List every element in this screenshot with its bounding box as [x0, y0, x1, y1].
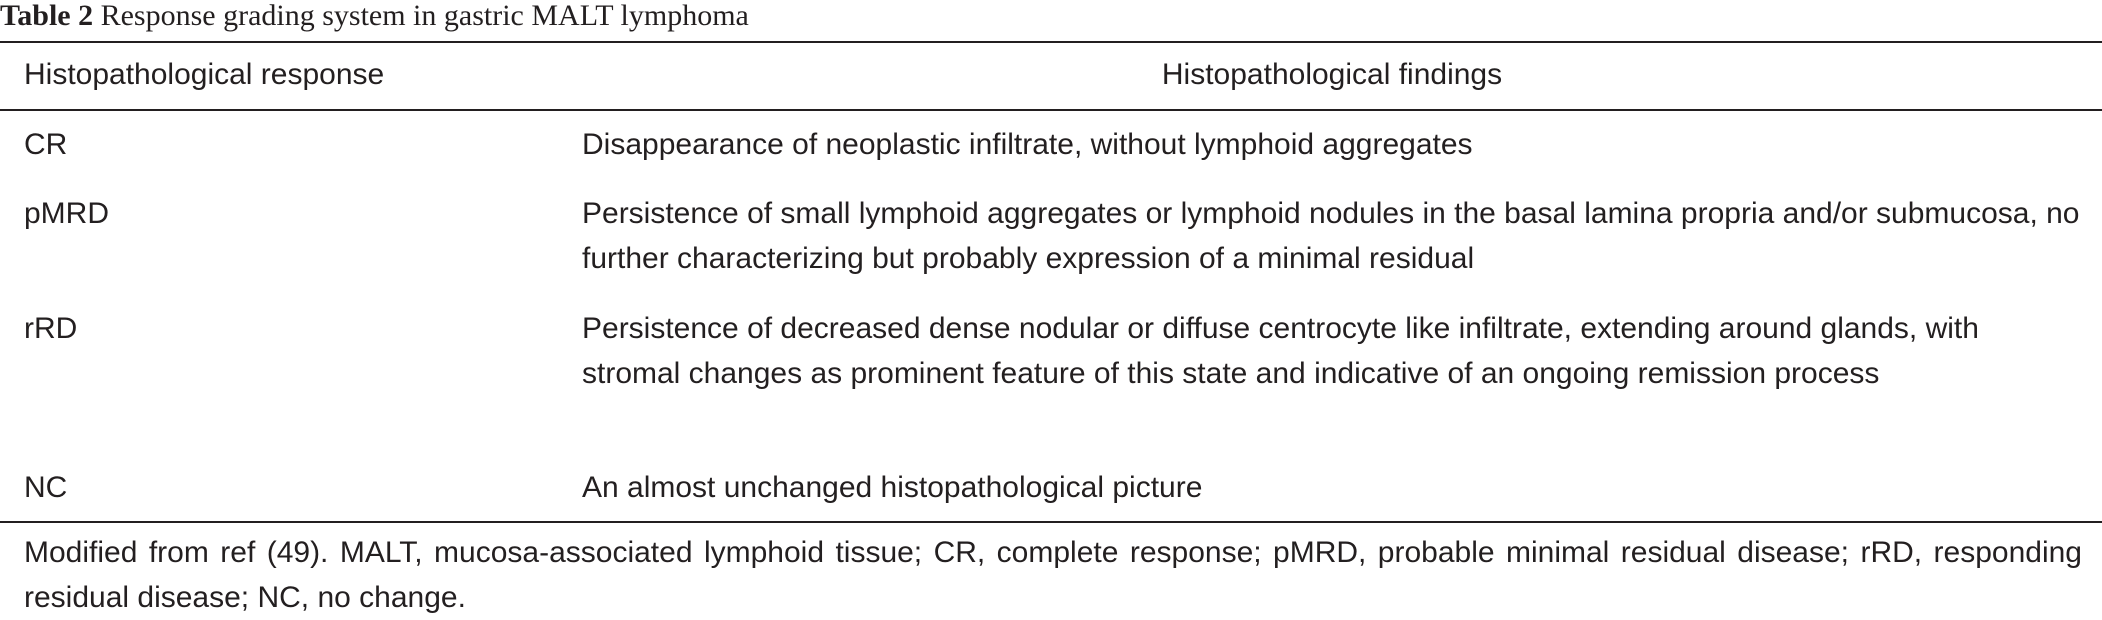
column-header-response: Histopathological response [24, 58, 385, 91]
row-response-nc: NC [24, 471, 68, 504]
row-response-cr: CR [24, 128, 68, 161]
table-footnote: Modified from ref (49). MALT, mucosa-associated lymphoid tissue; CR, complete response; pMRD, probable minimal residual disease; rRD, responding residual disease; NC, no change. [24, 536, 2082, 614]
column-header-findings: Histopathological findings [1161, 58, 1503, 91]
table-top-rule [0, 41, 2102, 43]
table-caption [0, 0, 749, 36]
row-findings-rrd: Persistence of decreased dense nodular or diffuse centrocyte like infiltrate, extending around glands, with stromal changes as prominent feature of this state and indicative of an ongoing remission process [582, 312, 1979, 390]
table-caption-title: Response grading system in gastric MALT lymphoma [100, 0, 749, 32]
table-caption-label: Table 2 [0, 0, 94, 32]
row-findings-cr: Disappearance of neoplastic infiltrate, without lymphoid aggregates [582, 128, 1473, 161]
row-findings-nc: An almost unchanged histopathological picture [582, 471, 1203, 504]
row-response-pmrd: pMRD [24, 197, 110, 230]
table-header-rule [0, 109, 2102, 111]
table-bottom-rule [0, 521, 2102, 523]
row-findings-pmrd: Persistence of small lymphoid aggregates or lymphoid nodules in the basal lamina propria and/or submucosa, no further characterizing but probably expression of a minimal residual [582, 197, 2080, 275]
row-response-rrd: rRD [24, 312, 78, 345]
